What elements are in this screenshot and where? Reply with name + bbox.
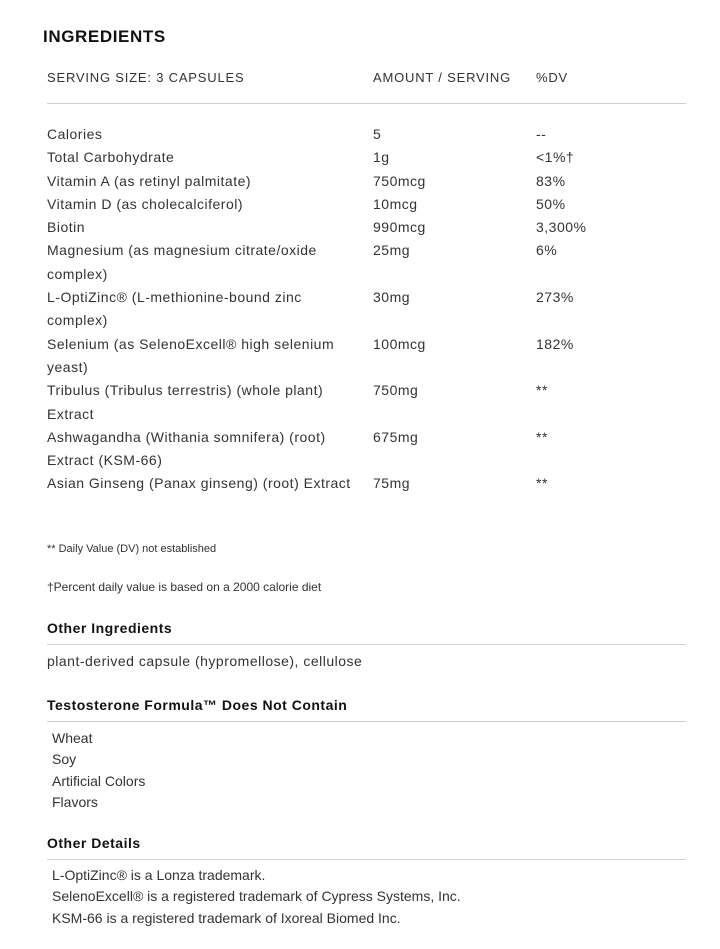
list-item: SelenoExcell® is a registered trademark of Cypress Systems, Inc. — [52, 888, 461, 905]
ingredient-name: Magnesium (as magnesium citrate/oxide complex) — [47, 242, 317, 282]
ingredient-name: L-OptiZinc® (L-methionine-bound zinc complex) — [47, 289, 302, 329]
header-dv: %DV — [536, 70, 569, 85]
page-title: INGREDIENTS — [43, 27, 166, 46]
ingredient-amount: 30mg — [373, 289, 411, 306]
ingredient-amount: 100mcg — [373, 335, 426, 352]
header-serving-size: SERVING SIZE: 3 CAPSULES — [47, 70, 245, 85]
list-item: L-OptiZinc® is a Lonza trademark. — [52, 867, 266, 883]
ingredient-amount: 990mcg — [373, 219, 426, 236]
ingredient-name: Vitamin A (as retinyl palmitate) — [47, 172, 252, 189]
other-ingredients-text: plant-derived capsule (hypromellose), cellulose — [47, 653, 363, 669]
list-item: Wheat — [52, 730, 93, 746]
does-not-contain-list — [52, 728, 145, 813]
table-row — [47, 333, 686, 380]
ingredient-dv: 83% — [536, 172, 566, 189]
ingredient-amount: 25mg — [373, 242, 411, 259]
other-details-list — [52, 865, 461, 929]
footnote-dv-not-established: ** Daily Value (DV) not established — [47, 543, 217, 555]
ingredient-amount: 10mcg — [373, 195, 418, 212]
list-item: KSM-66 is a registered trademark of Ixoreal Biomed Inc. — [52, 909, 401, 926]
table-row — [47, 146, 686, 169]
header-amount: AMOUNT / SERVING — [373, 70, 512, 85]
other-details-title — [47, 835, 686, 860]
ingredient-dv: 50% — [536, 195, 566, 212]
table-row — [47, 426, 686, 473]
table-row — [47, 286, 686, 333]
ingredient-amount: 5 — [373, 126, 382, 142]
ingredient-amount: 1g — [373, 149, 390, 166]
other-details-title-text: Other Details — [47, 835, 141, 851]
list-item: Flavors — [52, 793, 98, 810]
ingredient-name: Vitamin D (as cholecalciferol) — [47, 195, 244, 212]
ingredient-amount: 750mg — [373, 382, 419, 399]
ingredients-table — [47, 123, 686, 519]
ingredient-dv: ** — [536, 382, 548, 399]
ingredient-dv: 273% — [536, 289, 574, 306]
ingredient-name: Tribulus (Tribulus terrestris) (whole plant) Extract — [47, 382, 324, 422]
ingredient-name: Biotin — [47, 219, 86, 236]
list-item: Soy — [52, 751, 77, 768]
table-row — [47, 193, 686, 216]
ingredient-dv: 6% — [536, 242, 558, 259]
does-not-contain-title-text: Testosterone Formula™ Does Not Contain — [47, 697, 348, 713]
other-ingredients-title — [47, 620, 686, 645]
ingredient-name: Asian Ginseng (Panax ginseng) (root) Extract — [47, 475, 351, 492]
list-item: Artificial Colors — [52, 772, 146, 789]
ingredient-name: Calories — [47, 126, 103, 142]
table-row — [47, 379, 686, 426]
ingredient-dv: ** — [536, 475, 548, 492]
ingredient-name: Total Carbohydrate — [47, 149, 175, 166]
footnote-calorie-diet: †Percent daily value is based on a 2000 calorie diet — [47, 580, 322, 594]
ingredient-dv: ** — [536, 428, 548, 445]
table-row — [47, 216, 686, 239]
other-ingredients-title-text: Other Ingredients — [47, 620, 173, 636]
ingredient-name: Selenium (as SelenoExcell® high selenium yeast) — [47, 335, 335, 375]
ingredient-dv: <1%† — [536, 149, 575, 166]
ingredient-amount: 675mg — [373, 428, 419, 445]
table-row — [47, 170, 686, 193]
ingredient-dv: 182% — [536, 335, 574, 352]
ingredient-amount: 750mcg — [373, 172, 426, 189]
ingredient-amount: 75mg — [373, 475, 411, 492]
ingredient-dv: -- — [536, 126, 547, 142]
ingredient-name: Ashwagandha (Withania somnifera) (root) Extract (KSM-66) — [47, 428, 326, 469]
ingredient-dv: 3,300% — [536, 219, 587, 236]
does-not-contain-title — [47, 697, 686, 722]
table-header — [47, 70, 686, 104]
table-row — [47, 239, 686, 286]
table-row — [47, 123, 686, 146]
table-row — [47, 472, 686, 519]
